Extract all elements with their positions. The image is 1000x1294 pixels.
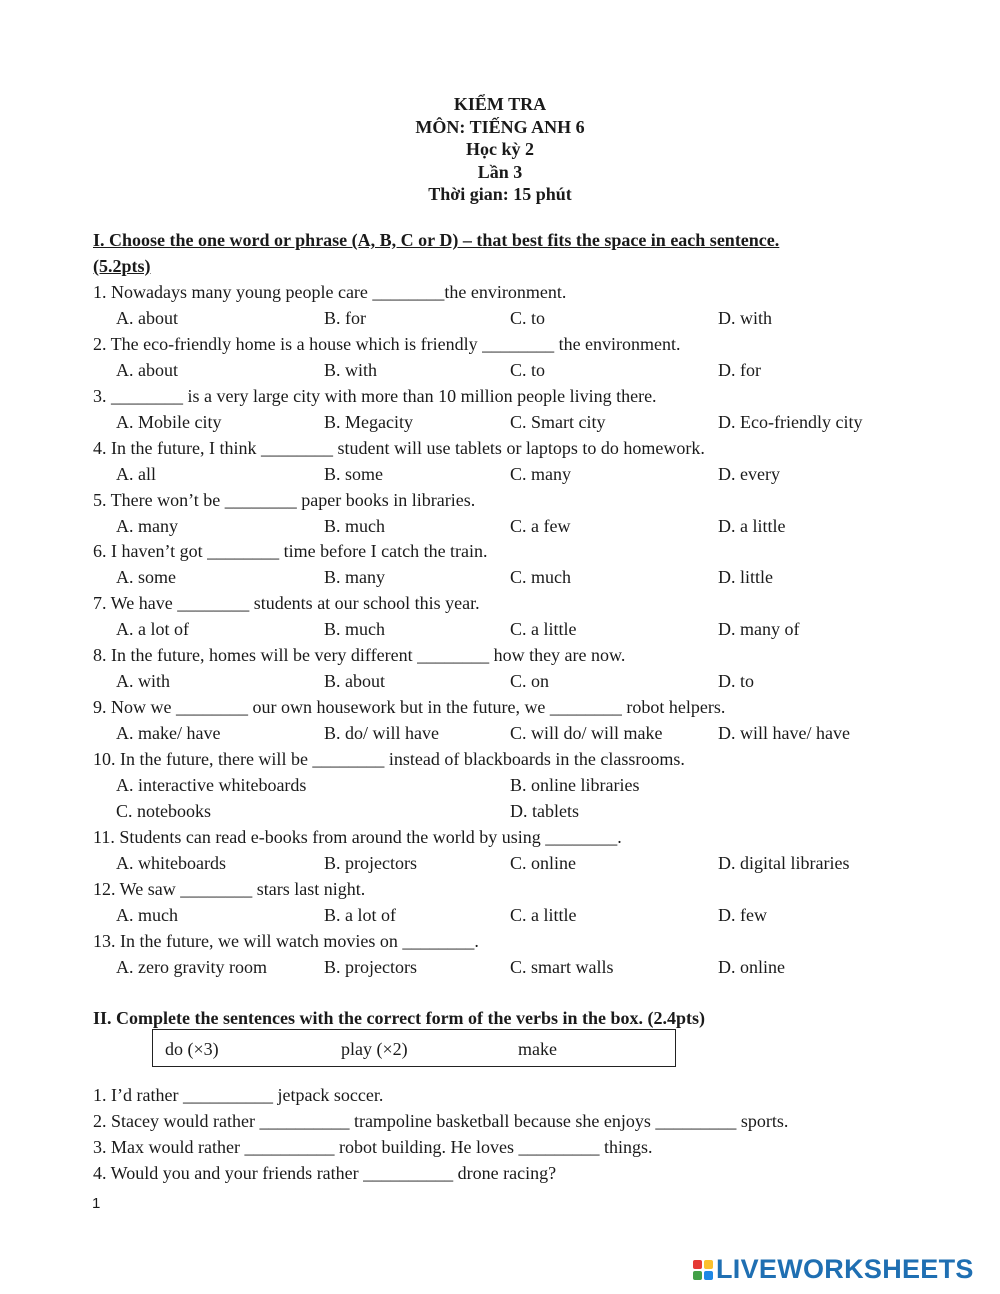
q13-option-d[interactable]: D. online <box>718 957 785 977</box>
section1-title: I. Choose the one word or phrase (A, B, C or D) – that best fits the space in each sentence. <box>93 230 780 250</box>
q6-option-d[interactable]: D. little <box>718 567 773 587</box>
fill-sentence-1: 1. I’d rather __________ jetpack soccer. <box>93 1085 384 1105</box>
question-12: 12. We saw ________ stars last night. <box>93 879 366 899</box>
q11-option-d[interactable]: D. digital libraries <box>718 853 850 873</box>
liveworksheets-logo-icon <box>693 1260 713 1280</box>
q6-option-c[interactable]: C. much <box>510 567 571 587</box>
question-5: 5. There won’t be ________ paper books in libraries. <box>93 490 476 510</box>
question-8: 8. In the future, homes will be very different ________ how they are now. <box>93 645 626 665</box>
q3-option-b[interactable]: B. Megacity <box>324 412 413 432</box>
q4-option-d[interactable]: D. every <box>718 464 780 484</box>
q3-option-d[interactable]: D. Eco-friendly city <box>718 412 863 432</box>
q4-option-a[interactable]: A. all <box>116 464 156 484</box>
question-6: 6. I haven’t got ________ time before I catch the train. <box>93 541 488 561</box>
q3-option-a[interactable]: A. Mobile city <box>116 412 222 432</box>
q6-option-a[interactable]: A. some <box>116 567 176 587</box>
q10-option-c[interactable]: C. notebooks <box>116 801 212 821</box>
q11-option-b[interactable]: B. projectors <box>324 853 417 873</box>
header-time: Thời gian: 15 phút <box>428 184 572 204</box>
q7-option-d[interactable]: D. many of <box>718 619 800 639</box>
q2-option-c[interactable]: C. to <box>510 360 546 380</box>
fill-sentence-3: 3. Max would rather __________ robot building. He loves _________ things. <box>93 1137 653 1157</box>
q13-option-a[interactable]: A. zero gravity room <box>116 957 267 977</box>
question-10: 10. In the future, there will be ________ instead of blackboards in the classrooms. <box>93 749 685 769</box>
q12-option-c[interactable]: C. a little <box>510 905 577 925</box>
q9-option-d[interactable]: D. will have/ have <box>718 723 850 743</box>
header-attempt: Lần 3 <box>477 161 523 182</box>
q12-option-b[interactable]: B. a lot of <box>324 905 396 925</box>
q7-option-c[interactable]: C. a little <box>510 619 577 639</box>
q8-option-a[interactable]: A. with <box>116 671 170 691</box>
q9-option-a[interactable]: A. make/ have <box>116 723 221 743</box>
fill-sentence-4: 4. Would you and your friends rather __________ drone racing? <box>93 1163 557 1183</box>
q4-option-c[interactable]: C. many <box>510 464 571 484</box>
question-2: 2. The eco-friendly home is a house which is friendly ________ the environment. <box>93 334 681 354</box>
q6-option-b[interactable]: B. many <box>324 567 385 587</box>
question-11: 11. Students can read e-books from around the world by using ________. <box>93 827 622 847</box>
liveworksheets-logo <box>693 1254 974 1285</box>
q9-option-b[interactable]: B. do/ will have <box>324 723 439 743</box>
question-3: 3. ________ is a very large city with more than 10 million people living there. <box>93 386 657 406</box>
q8-option-b[interactable]: B. about <box>324 671 385 691</box>
word-box-item-make: make <box>518 1039 557 1059</box>
q12-option-a[interactable]: A. much <box>116 905 178 925</box>
header-term: Học kỳ 2 <box>465 139 534 159</box>
q12-option-d[interactable]: D. few <box>718 905 767 925</box>
q11-option-a[interactable]: A. whiteboards <box>116 853 226 873</box>
question-7: 7. We have ________ students at our school this year. <box>93 593 480 613</box>
q5-option-d[interactable]: D. a little <box>718 516 786 536</box>
q8-option-c[interactable]: C. on <box>510 671 550 691</box>
q7-option-a[interactable]: A. a lot of <box>116 619 189 639</box>
q13-option-c[interactable]: C. smart walls <box>510 957 614 977</box>
q2-option-d[interactable]: D. for <box>718 360 761 380</box>
section2-title: II. Complete the sentences with the correct form of the verbs in the box. (2.4pts) <box>93 1008 706 1028</box>
q5-option-c[interactable]: C. a few <box>510 516 571 536</box>
q9-option-c[interactable]: C. will do/ will make <box>510 723 663 743</box>
document-header <box>0 93 1000 206</box>
q3-option-c[interactable]: C. Smart city <box>510 412 606 432</box>
q8-option-d[interactable]: D. to <box>718 671 754 691</box>
logo-text: LIVEWORKSHEETS <box>716 1254 974 1284</box>
q10-option-d[interactable]: D. tablets <box>510 801 579 821</box>
q2-option-b[interactable]: B. with <box>324 360 378 380</box>
question-9: 9. Now we ________ our own housework but in the future, we ________ robot helpers. <box>93 697 726 717</box>
q11-option-c[interactable]: C. online <box>510 853 576 873</box>
q10-option-b[interactable]: B. online libraries <box>510 775 640 795</box>
q4-option-b[interactable]: B. some <box>324 464 384 484</box>
q7-option-b[interactable]: B. much <box>324 619 385 639</box>
page-number: 1 <box>92 1195 101 1212</box>
word-box <box>152 1029 676 1067</box>
q5-option-b[interactable]: B. much <box>324 516 385 536</box>
word-box-item-play: play (×2) <box>341 1039 408 1059</box>
q13-option-b[interactable]: B. projectors <box>324 957 417 977</box>
q1-option-c[interactable]: C. to <box>510 308 546 328</box>
question-4: 4. In the future, I think ________ student will use tablets or laptops to do homework. <box>93 438 705 458</box>
q1-option-a[interactable]: A. about <box>116 308 178 328</box>
q1-option-b[interactable]: B. for <box>324 308 366 328</box>
q2-option-a[interactable]: A. about <box>116 360 178 380</box>
question-13: 13. In the future, we will watch movies on ________. <box>93 931 479 951</box>
q5-option-a[interactable]: A. many <box>116 516 178 536</box>
question-1: 1. Nowadays many young people care ________the environment. <box>93 282 567 302</box>
header-title: KIỂM TRA <box>453 94 547 114</box>
q10-option-a[interactable]: A. interactive whiteboards <box>116 775 307 795</box>
header-subject: MÔN: TIẾNG ANH 6 <box>415 116 585 137</box>
word-box-item-do: do (×3) <box>165 1039 219 1059</box>
fill-sentence-2: 2. Stacey would rather __________ trampoline basketball because she enjoys _________ sports. <box>93 1111 789 1131</box>
section1-points: (5.2pts) <box>93 256 151 276</box>
q1-option-d[interactable]: D. with <box>718 308 772 328</box>
